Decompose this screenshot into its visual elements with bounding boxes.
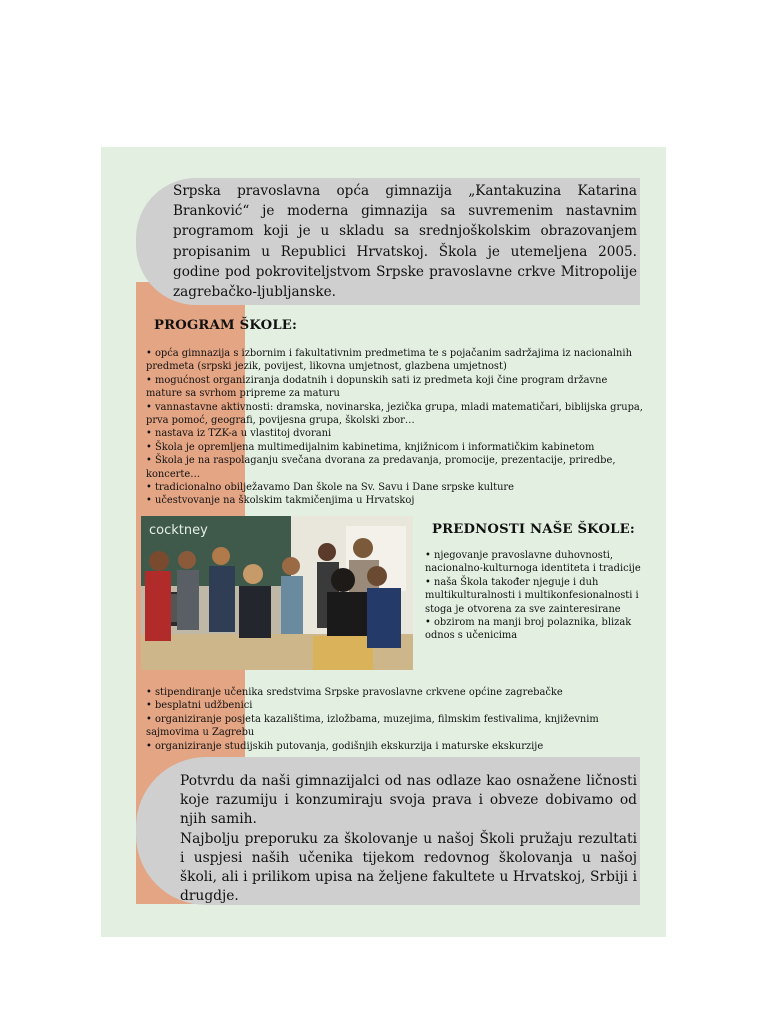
outro-paragraph: Potvrdu da naši gimnazijalci od nas odlaze kao osnažene ličnosti koje razumiju i konzumiraju svoja prava i obveze dobivamo od njih samih. [180,773,637,828]
intro-paragraph: Srpska pravoslavna opća gimnazija „Kantakuzina Katarina Branković“ je moderna gimnazija sa suvremenim nastavnim programom koji je u skladu sa srednjoškolskim obrazovanjem propisanim u Republici Hrvatskoj. Škola je utemeljena 2005. godine pod pokroviteljstvom Srpske pravoslavne crkve Mitropolije zagrebačko-ljubljanske. [173,183,637,301]
list-item: • vannastavne aktivnosti: dramska, novinarska, jezička grupa, mladi matematičari, biblijska grupa, prva pomoć, geografi, povijesna grupa, školski zbor… [146,401,646,428]
outro-text [180,772,637,906]
list-item: • naša Škola također njeguje i duh multikulturalnosti i multikonfesionalnosti i stoga je otvorena za sve zainteresirane [425,576,647,616]
list-item: • obzirom na manji broj polaznika, blizak odnos s učenicima [425,616,647,643]
list-item: • organiziranje posjeta kazalištima, izložbama, muzejima, filmskim festivalima, književnim sajmovima u Zagrebu [146,713,646,740]
list-item: • njegovanje pravoslavne duhovnosti, nacionalno-kulturnoga identiteta i tradicije [425,549,647,576]
list-item: • besplatni udžbenici [146,699,646,712]
list-item: • učestvovanje na školskim takmičenjima u Hrvatskoj [146,494,646,507]
list-item: • mogućnost organiziranja dodatnih i dopunskih sati iz predmeta koji čine program državne mature sa svrhom pripreme za maturu [146,374,646,401]
advantages-heading: PREDNOSTI NAŠE ŠKOLE: [432,522,635,537]
list-item: • opća gimnazija s izbornim i fakultativnim predmetima te s pojačanim sadržajima iz nacionalnih predmeta (srpski jezik, povijest, likovna umjetnost, glazbena umjetnost) [146,347,646,374]
list-item: • organiziranje studijskih putovanja, godišnjih ekskurzija i maturske ekskurzije [146,740,646,753]
list-item: • Škola je na raspolaganju svečana dvorana za predavanja, promocije, prezentacije, priredbe, koncerte… [146,454,646,481]
chalkboard-text: cocktney [149,523,208,538]
list-item: • Škola je opremljena multimedijalnim kabinetima, knjižnicom i informatičkim kabinetom [146,441,646,454]
program-list [146,347,646,508]
list-item: • nastava iz TZK-a u vlastitoj dvorani [146,427,646,440]
program-heading: PROGRAM ŠKOLE: [154,318,298,333]
more-benefits-list [146,686,646,753]
advantages-list [425,549,647,643]
classroom-photo [141,516,413,670]
list-item: • stipendiranje učenika sredstvima Srpske pravoslavne crkvene općine zagrebačke [146,686,646,699]
outro-paragraph: Najbolju preporuku za školovanje u našoj Školi pružaju rezultati i uspjesi naših učenika tijekom redovnog školovanja u našoj školi, ali i prilikom upisa na željene fakultete u Hrvatskoj, Srbiji i drugdje. [180,830,637,905]
list-item: • tradicionalno obilježavamo Dan škole na Sv. Savu i Dane srpske kulture [146,481,646,494]
